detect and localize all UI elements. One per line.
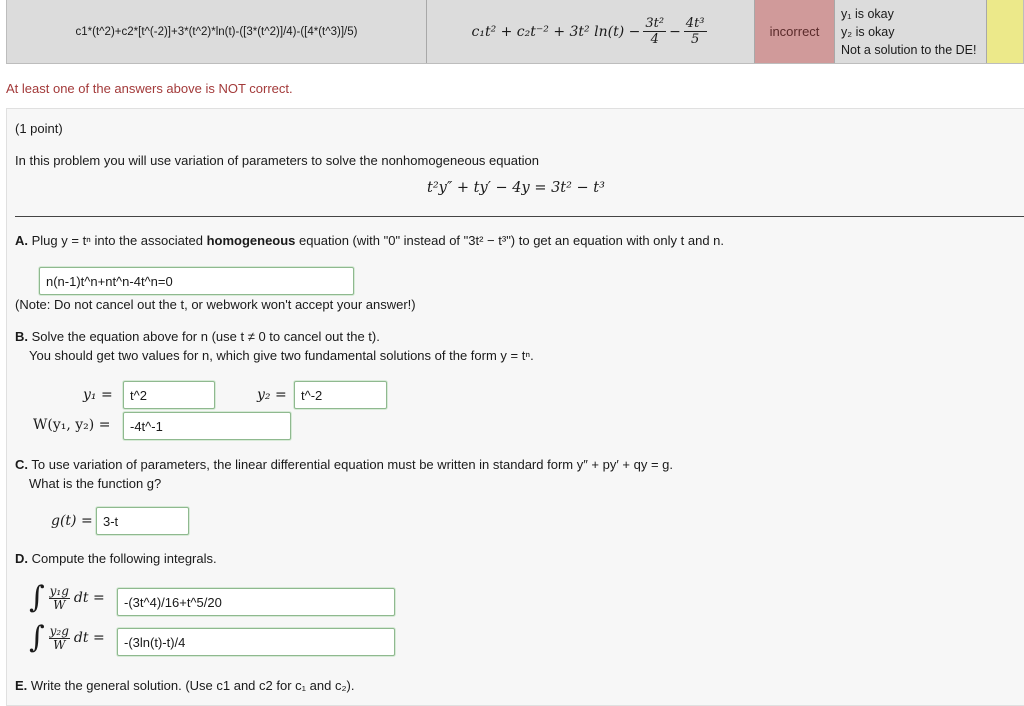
results-table [6, 0, 1024, 64]
part-a-answer-input[interactable] [39, 267, 354, 295]
integral-2-dt: dt = [73, 630, 105, 646]
points-label: (1 point) [15, 121, 63, 136]
preview-frac1-den: 4 [650, 32, 659, 47]
problem-box [6, 108, 1024, 706]
preview-fraction-1 [643, 16, 666, 47]
integral-2-num: y₂g [49, 623, 69, 638]
part-a-text1: Plug y = tⁿ into the associated [31, 233, 203, 248]
wronskian-label: W(y₁, y₂) = [33, 417, 111, 433]
messages-cell [835, 0, 987, 63]
integral-2-den: W [53, 637, 66, 652]
g-label: g(t) = [51, 513, 93, 529]
integral-1-num: y₁g [49, 583, 69, 598]
part-b-line2: You should get two values for n, which give two fundamental solutions of the form y = tⁿ. [29, 348, 534, 363]
y2-answer-input[interactable] [294, 381, 387, 409]
part-c-prompt [15, 457, 673, 472]
y1-label: y₁ = [83, 387, 113, 403]
part-d-prompt [15, 551, 217, 566]
preview-frac2-num: 4t³ [685, 16, 705, 31]
part-a-text2: equation (with "0" instead of "3t² − t³") to get an equation with only t and n. [299, 233, 725, 248]
integral-2-answer-input[interactable] [117, 628, 395, 656]
message-de: Not a solution to the DE! [841, 42, 977, 57]
integral-2-sign: ∫ [29, 620, 45, 655]
message-y1: y₁ is okay [841, 6, 894, 21]
answer-preview-cell [427, 0, 755, 63]
entered-answer: c1*(t^2)+c2*[t^(-2)]+3*(t^2)*ln(t)-([3*(t^2)]/4)-([4*(t^3)]/5) [75, 25, 358, 38]
integral-1-answer-input[interactable] [117, 588, 395, 616]
main-equation: t²y″ + ty′ − 4y = 3t² − t³ [427, 180, 605, 196]
status-badge [755, 0, 835, 63]
part-a-note: (Note: Do not cancel out the t, or webwork won't accept your answer!) [15, 297, 416, 312]
integral-1-dt: dt = [73, 590, 105, 606]
part-a-prompt [15, 233, 724, 248]
part-d-letter: D. [15, 551, 28, 566]
preview-fraction-2 [684, 16, 707, 47]
part-a-bold: homogeneous [206, 233, 296, 248]
y2-label: y₂ = [257, 387, 287, 403]
part-a-letter: A. [15, 233, 28, 248]
incorrect-warning: At least one of the answers above is NOT correct. [6, 81, 293, 96]
part-b-letter: B. [15, 329, 28, 344]
part-e-prompt [15, 678, 354, 693]
preview-lead: c₁t² + c₂t⁻² + 3t² ln(t) − [471, 23, 641, 40]
entered-answer-cell [7, 0, 427, 63]
integral-1-den: W [53, 597, 66, 612]
messages-highlight [987, 0, 1023, 63]
part-e-letter: E. [15, 678, 28, 693]
part-d-text: Compute the following integrals. [31, 551, 217, 566]
part-c-letter: C. [15, 457, 28, 472]
problem-intro: In this problem you will use variation of parameters to solve the nonhomogeneous equation [15, 153, 539, 168]
integral-2-fraction [49, 625, 70, 652]
integral-1 [29, 580, 105, 615]
part-c-line1: To use variation of parameters, the linear differential equation must be written in standard form y″ + py′ + qy = g. [31, 457, 674, 472]
integral-1-sign: ∫ [29, 580, 45, 615]
preview-frac2-den: 5 [691, 32, 700, 47]
part-b-line1: Solve the equation above for n (use t ≠ 0 to cancel out the t). [31, 329, 380, 344]
wronskian-answer-input[interactable] [123, 412, 291, 440]
message-y2: y₂ is okay [841, 24, 895, 39]
preview-frac1-num: 3t² [645, 16, 665, 31]
preview-minus: − [669, 23, 681, 40]
part-e-text: Write the general solution. (Use c1 and c2 for c₁ and c₂). [30, 678, 355, 693]
integral-1-fraction [49, 585, 70, 612]
part-b-prompt [15, 329, 380, 344]
integral-2 [29, 620, 105, 655]
y1-answer-input[interactable] [123, 381, 215, 409]
part-c-line2: What is the function g? [29, 476, 162, 491]
divider [15, 216, 1024, 217]
g-answer-input[interactable] [96, 507, 189, 535]
status-text: incorrect [769, 24, 820, 39]
